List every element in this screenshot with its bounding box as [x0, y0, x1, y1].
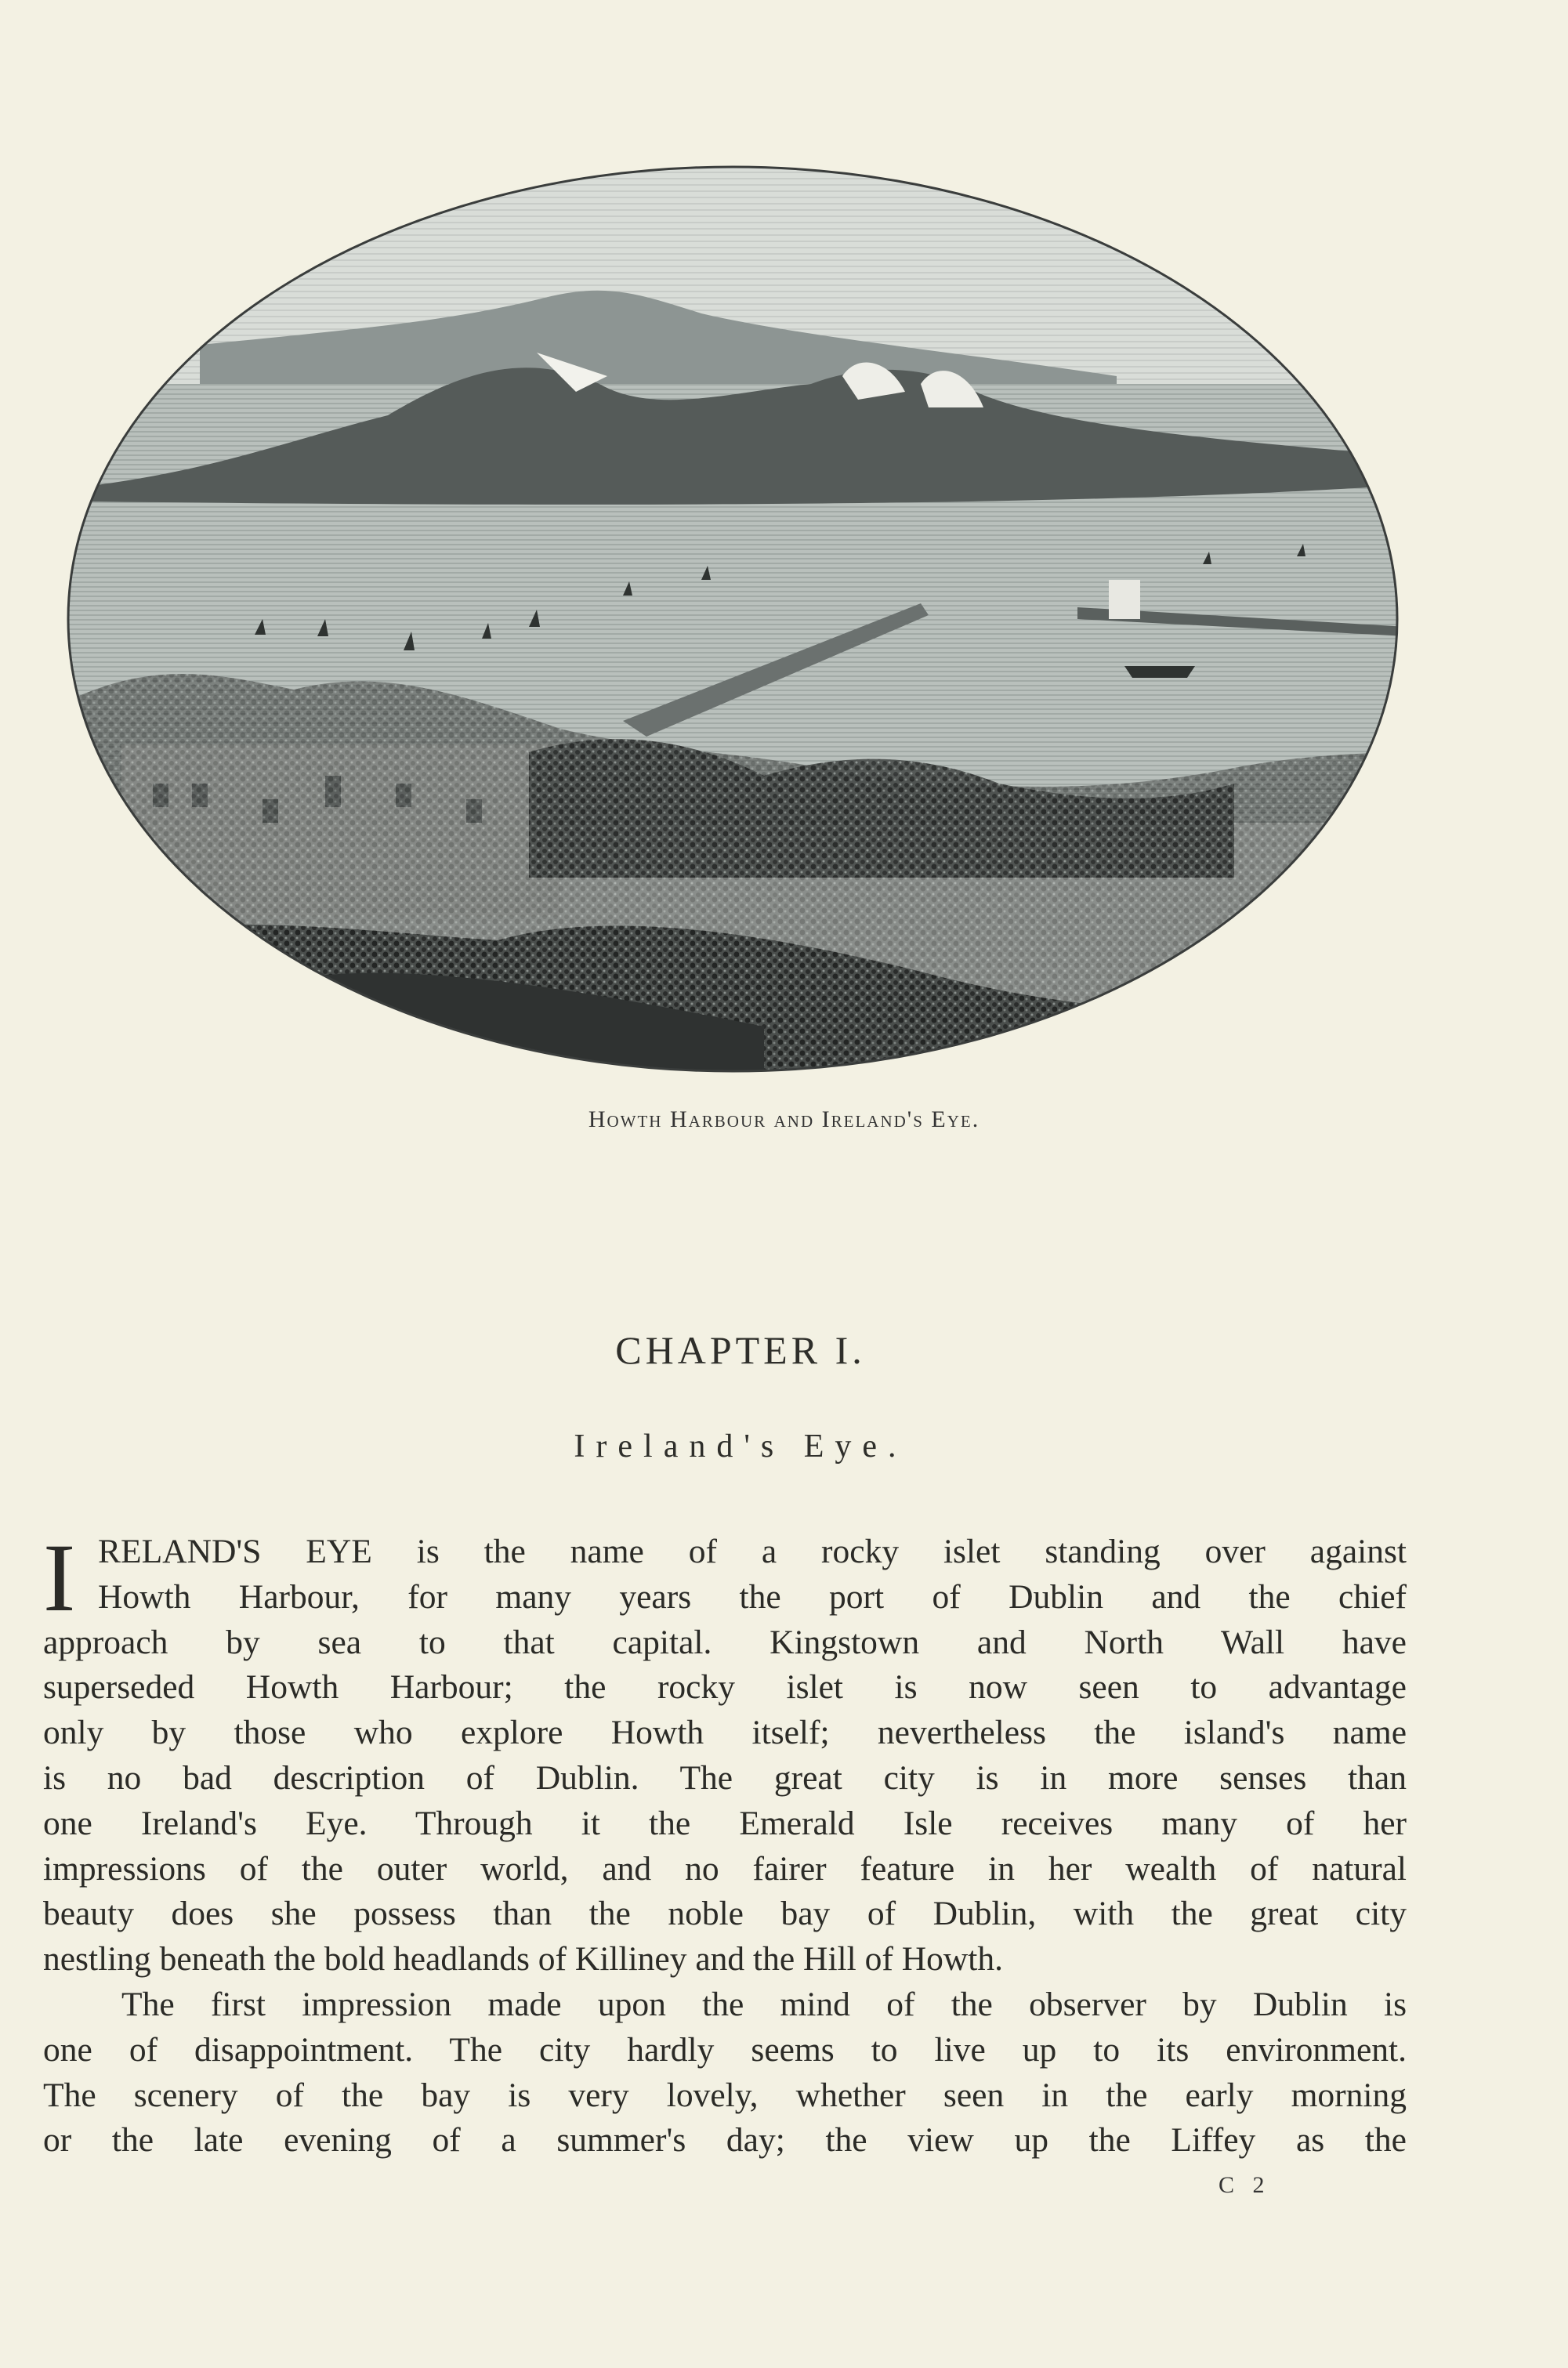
lighthouse: [1109, 580, 1140, 619]
text-line: only by those who explore Howth itself; nevertheless the island's name: [43, 1714, 1407, 1752]
engraving-illustration: [59, 157, 1407, 1081]
text-line: nestling beneath the bold headlands of Killiney and the Hill of Howth.: [43, 1940, 1003, 1979]
text-line: approach by sea to that capital. Kingstown and North Wall have: [43, 1623, 1407, 1661]
text-line: beauty does she possess than the noble bay of Dublin, with the great city: [43, 1895, 1407, 1933]
text-line: or the late evening of a summer's day; the view up the Liffey as the: [43, 2121, 1407, 2160]
illustration-caption: Howth Harbour and Ireland's Eye.: [588, 1106, 980, 1132]
text-line: superseded Howth Harbour; the rocky islet is now seen to advantage: [43, 1668, 1407, 1707]
text-line: impressions of the outer world, and no fairer feature in her wealth of natural: [43, 1849, 1407, 1888]
text-line: The first impression made upon the mind of the observer by Dublin is: [121, 1985, 1407, 2023]
chapter-title: Ireland's Eye.: [574, 1428, 907, 1465]
chapter-heading: CHAPTER I.: [615, 1328, 866, 1372]
text-line: one of disappointment. The city hardly seems to live up to its environment.: [43, 2030, 1407, 2069]
text-line: one Ireland's Eye. Through it the Emerald Isle receives many of her: [43, 1804, 1407, 1842]
body-text: [43, 1524, 1407, 2163]
text-line: RELAND'S EYE is the name of a rocky islet standing over against: [98, 1533, 1407, 1570]
signature-mark: C 2: [1219, 2172, 1271, 2198]
drop-cap: I: [43, 1524, 76, 1631]
howth-harbour-engraving: [59, 157, 1407, 1081]
text-line: is no bad description of Dublin. The great city is in more senses than: [43, 1758, 1407, 1797]
text-line: Howth Harbour, for many years the port of Dublin and the chief: [98, 1577, 1407, 1616]
text-line: The scenery of the bay is very lovely, whether seen in the early morning: [43, 2076, 1407, 2114]
